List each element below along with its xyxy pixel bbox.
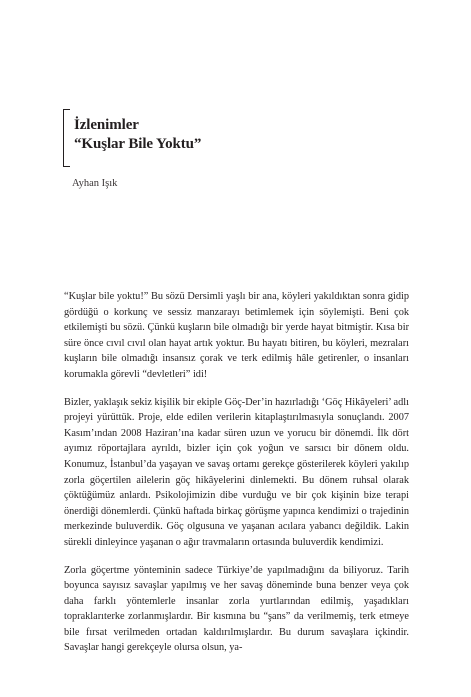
chapter-title-line-2: “Kuşlar Bile Yoktu” [74,136,202,152]
author-name: Ayhan Işık [72,178,118,189]
title-bracket [63,109,70,167]
paragraph-2: Bizler, yaklaşık sekiz kişilik bir ekiple Göç-Der’in hazırladığı ‘Göç Hikâyeleri’ adlı projeyi yürüttük. Proje, elde edilen verilerin kitaplaştırılmasıyla sonuçlandı. 2007 Kasım’ından 2008 Haziran’ına kadar süren uzun ve yorucu bir dönemdi. İlk dört ayımız röportajlara ayrıldı, bizler için çok yoğun ve sarsıcı bir dönem oldu. Konumuz, İstanbul’da yaşayan ve savaş ortamı gerekçe gösterilerek köyleri yakılıp zorla göçertilen ailelerin göç hikâyelerini dinlemekti. Bu dönem ruhsal olarak çöktüğümüz anlardı. Psikolojimizin dibe vurduğu ve bir çok kişinin bize terapi önerdiği dönemlerdi. Çünkü haftada birkaç görüşme yapınca kendimizi o trajedinin merkezinde buluverdik. Göç olgusuna ve yaşanan acılara yabancı değildik. Lakin sürekli dinleyince yaşanan o ağır travmaların ortasında buluverdik kendimizi. [64,396,409,548]
paragraph-3: Zorla göçertme yönteminin sadece Türkiye’de yapılmadığını da biliyoruz. Tarih boyunca sayısız savaşlar yapılmış ve her savaş döneminde buna benzer veya çok daha farklı yöntemlerle insanlar zorla yurtlarından edilmiş, yaşadıkları topraklarıterke zorlanmışlardır. Bir kısmına bu “şans” da verilmemiş, terk etmeye bile fırsat verilmeden ortadan kaldırılmışlardır. Bu durum savaşlara içkindir. Savaşlar hangi gerekçeyle olursa olsun, ya- [64,564,409,654]
paragraph-1: “Kuşlar bile yoktu!” Bu sözü Dersimli yaşlı bir ana, köyleri yakıldıktan sonra gidip gördüğü o korkunç ve sessiz manzarayı betimlemek için söylemişti. Beni çok etkilemişti bu sözü. Çünkü kuşların bile olmadığı bir yerde hayat bitmiştir. Kısa bir süre önce cıvıl cıvıl olan hayat artık yoktur. Bu hayatı bitiren, bu köyleri, mezraları kuşların bile olmadığı insansız çorak ve terk edilmiş hâle getirenler, o insanları korumakla görevli “devletleri” idi! [64,291,409,380]
chapter-title [74,116,201,154]
chapter-title-line-1: İzlenimler [74,117,139,133]
body-text [64,289,409,656]
